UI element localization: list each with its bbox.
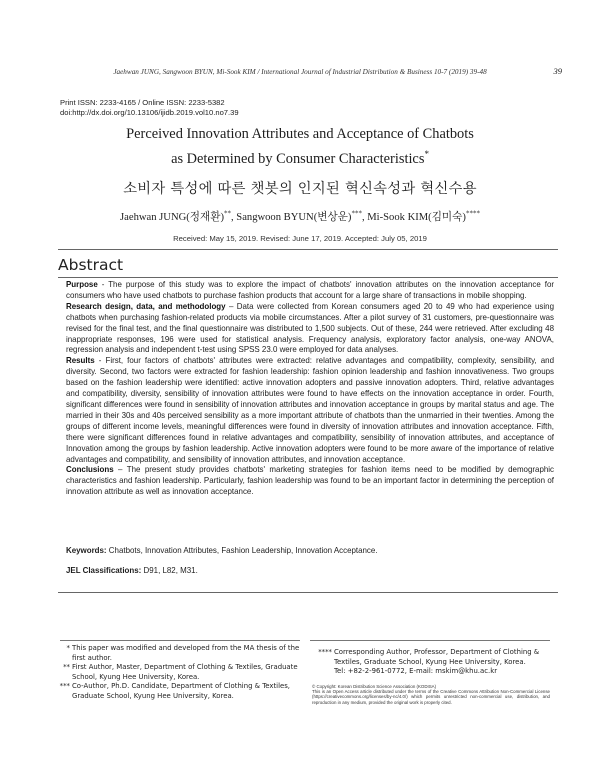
doi-link[interactable]: doi:http://dx.doi.org/10.13106/ijidb.2019.vol10.no7.39 xyxy=(60,107,239,117)
purpose-text: - The purpose of this study was to explore the impact of chatbots' innovation attributes on the innovation acceptance for consumers who have used chatbots to purchase fashion products that account for a large share of transactions in mobile shopping. xyxy=(66,280,554,300)
author-2-mark: *** xyxy=(351,209,362,218)
jel-text: D91, L82, M31. xyxy=(141,566,198,575)
author-3-mark: **** xyxy=(465,209,480,218)
korean-title: 소비자 특성에 따른 챗봇의 인지된 혁신속성과 혁신수용 xyxy=(123,181,477,197)
footnote-mark: *** xyxy=(59,682,70,691)
keywords-label: Keywords: xyxy=(66,546,107,555)
footnote-text: Corresponding Author, Professor, Department of Clothing & Textiles, Graduate School, Kyung Hee University, Korea. xyxy=(334,648,540,666)
paper-title xyxy=(60,124,540,169)
author-2: Sangwoon BYUN(변상운) xyxy=(236,212,352,223)
conclusions-text: – The present study provides chatbots' marketing strategies for fashion items need to be modified by demographic characteristics and fashion leadership. Particularly, fashion leadership was found to be an important factor in determining the perception of innovation attribute as well as innovation acceptance. xyxy=(66,465,554,497)
footnote-text: This paper was modified and developed from the MA thesis of the first author. xyxy=(72,644,300,662)
footnote-mark: **** xyxy=(318,648,332,656)
issn-line: Print ISSN: 2233-4165 / Online ISSN: 2233-5382 xyxy=(60,98,225,107)
author-separator: , xyxy=(361,212,368,223)
copyright-line: © Copyright: Korean Distribution Science Association (KODISA) xyxy=(312,684,437,689)
results-text: - First, four factors of chatbots' attributes were extracted: relative advantages and compatibility, complexity, sensibility, and diversity. Second, two factors were extracted for fashion leadership: fashion opinion leadership and fashion innovativeness. Two groups based on the fashion leadership were identified: active innovation adopters and passive innovation adopters. Third, relative advantages and compatibility, diversity, sensibility of innovation attributes were found to have effects on the innovation acceptance in order. Fourth, significant differences were found in sensibility of innovation attributes and innovation acceptance in groups by marital status and age. The married in their 30s and 40s perceived sensibility as a more important attribute of chatbots than the unmarried in their twenties. Among the groups of different income levels, meaningful differences were found in diversity of innovation attributes and innovation acceptance. Fifth, there were significant differences found in relative advantages and compatibility, sensibility of innovation attributes, and acceptance of Innovation among the groups by fashion leadership. Active innovation adopters were found to be more aware of the importance of relative advantages and compatibility, and sensibility of innovation attributes, and innovation acceptance. xyxy=(66,356,554,464)
abstract-purpose xyxy=(66,280,554,302)
design-label: Research design, data, and methodology xyxy=(66,301,226,311)
author-separator: , xyxy=(231,212,237,223)
abstract-body xyxy=(66,280,554,498)
footnote xyxy=(312,648,552,677)
divider xyxy=(58,592,558,593)
author-list xyxy=(40,209,560,224)
author-1: Jaehwan JUNG(정재환) xyxy=(120,212,224,223)
author-3: Mi-Sook KIM(김미숙) xyxy=(367,212,466,223)
footnote-rule xyxy=(310,640,550,641)
title-line-2 xyxy=(60,144,540,169)
divider xyxy=(58,277,558,278)
footnotes-right xyxy=(312,648,552,677)
conclusions-label: Conclusions xyxy=(66,465,114,475)
jel-classifications xyxy=(66,566,554,575)
author-1-mark: ** xyxy=(224,209,231,218)
footnote-text: First Author, Master, Department of Clothing & Textiles, Graduate School, Kyung Hee University, Korea. xyxy=(72,663,298,681)
abstract-heading: Abstract xyxy=(58,256,124,274)
footnote-rule xyxy=(60,640,300,641)
abstract-results xyxy=(66,356,554,465)
footnotes-left xyxy=(56,644,306,702)
jel-label: JEL Classifications: xyxy=(66,566,142,575)
footnote xyxy=(56,644,306,663)
footnote xyxy=(56,682,306,701)
footnote xyxy=(56,663,306,682)
license-text: This is an Open Access article distributed under the terms of the Creative Commons Attribution Non-Commercial License (https://creativecommons.org/licenses/by-nc/4.0/) which permits unrestricted non-commercial use, distribution, and reproduction in any medium, provided the original work is properly cited. xyxy=(312,689,550,705)
received-dates: Received: May 15, 2019. Revised: June 17, 2019. Accepted: July 05, 2019 xyxy=(173,234,427,243)
title-line-1: Perceived Innovation Attributes and Acceptance of Chatbots xyxy=(126,126,474,142)
title-footnote-mark: * xyxy=(424,149,429,159)
title-line-2-text: as Determined by Consumer Characteristics xyxy=(171,150,425,167)
license-notice xyxy=(312,684,550,705)
divider xyxy=(58,249,558,250)
abstract-conclusions xyxy=(66,465,554,498)
page-number: 39 xyxy=(553,66,562,76)
issn-block xyxy=(60,98,239,117)
keywords xyxy=(66,546,554,555)
design-text: – Data were collected from Korean consumers aged 20 to 49 who had experience using chatbots when purchasing fashion-related products via mobile circumstances. After a pilot survey of 31 customers, pre-questionnaire was revised for the final test, and the final questionnaire was distributed to 1,500 subjects. Out of these, 244 were retrieved. After excluding 48 inappropriate responses, 196 were used for statistical analysis. Frequency analysis, exploratory factor analysis, one-way ANOVA, regression analysis and independent t-test using SPSS 23.0 were employed for data analyses. xyxy=(66,301,554,355)
footnote-text: Co-Author, Ph.D. Candidate, Department of Clothing & Textiles, Graduate School, Kyung Hee University, Korea. xyxy=(72,682,290,700)
footnote-mark: * xyxy=(66,644,70,652)
purpose-label: Purpose xyxy=(66,280,98,289)
contact-line: Tel: +82-2-961-0772, E-mail: mskim@khu.ac.kr xyxy=(334,667,498,676)
abstract-design xyxy=(66,302,554,357)
keywords-text: Chatbots, Innovation Attributes, Fashion Leadership, Innovation Acceptance. xyxy=(106,546,378,555)
footnote-mark: ** xyxy=(63,663,70,672)
running-head: Jaehwan JUNG, Sangwoon BYUN, Mi-Sook KIM / International Journal of Industrial Distribution & Business 10-7 (2019) 39-48 xyxy=(113,68,487,76)
results-label: Results xyxy=(66,356,95,366)
